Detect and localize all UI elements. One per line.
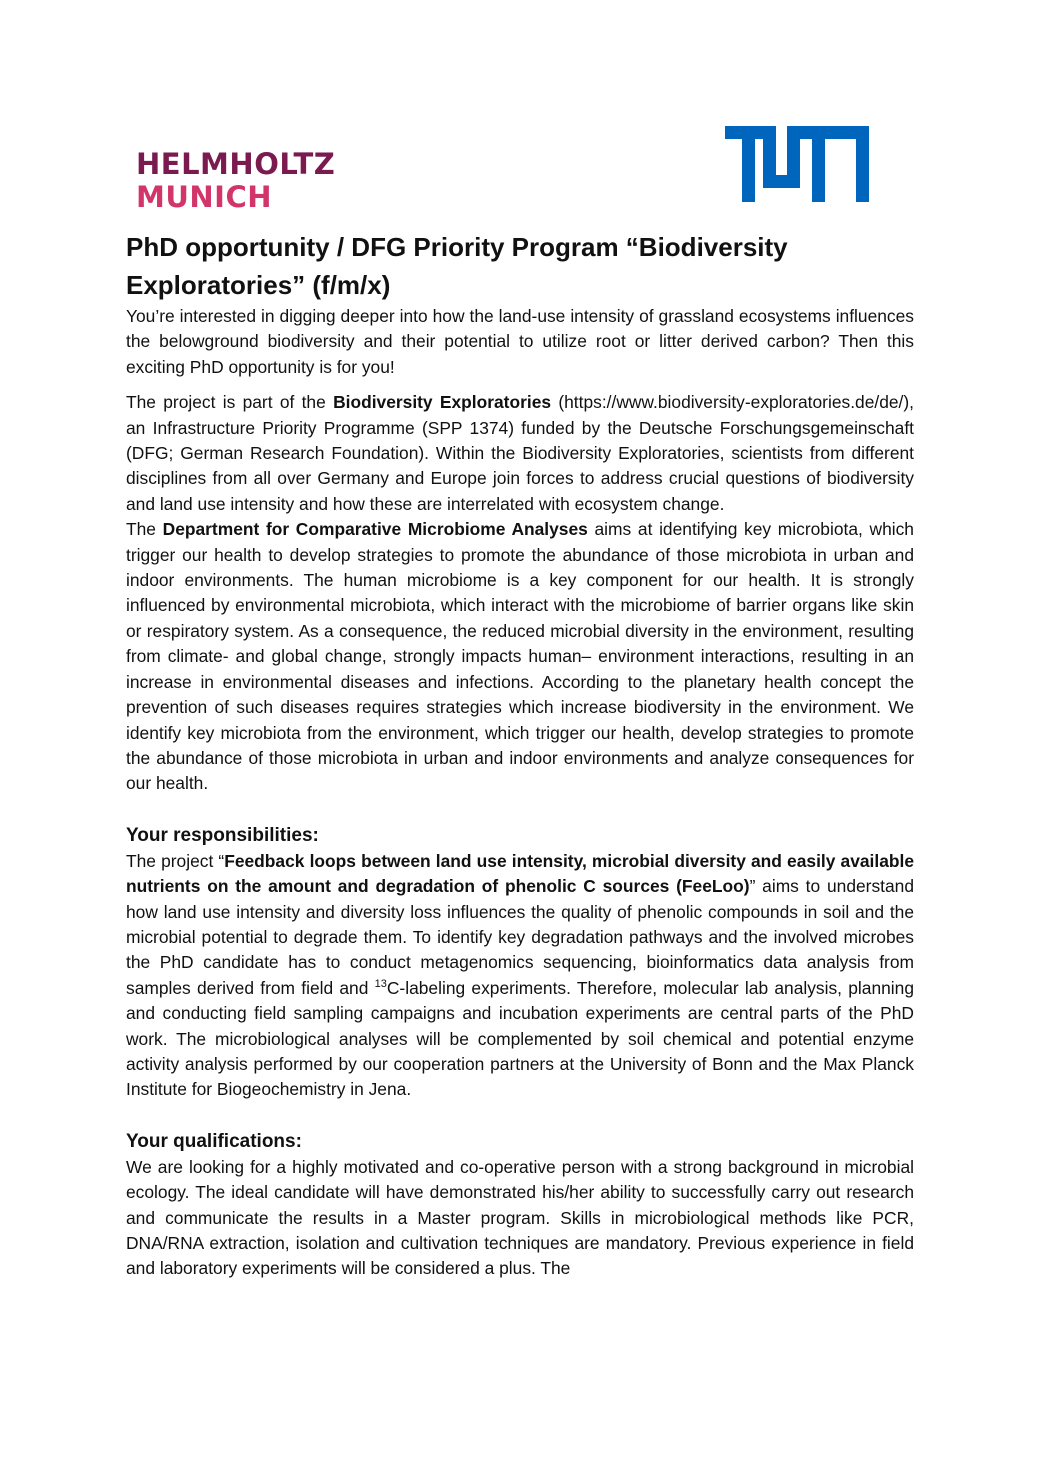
responsibilities-text-rest: C-labeling experiments. Therefore, molecular lab analysis, planning and conducting field sampling campaigns and incubation experiments are central parts of the PhD work. The microbiological analyses will be complemented by soil chemical and potential enzyme activity analysis performed by our cooperation partners at the University of Bonn and the Max Planck Institute for Biogeochemistry in Jena. bbox=[126, 977, 914, 1100]
department-text-rest: aims at identifying key microbiota, which trigger our health to develop strategies to promote the abundance of those microbiota in urban and indoor environments. The human microbiome is a key component for our health. It is strongly influenced by environmental microbiota, which interact with the microbiome of barrier organs like skin or respiratory system. As a consequence, the reduced microbial diversity in the environment, resulting from climate- and global change, strongly impacts human– environment interactions, resulting in an increase in environmental diseases and infections. According to the planetary health concept the prevention of such diseases requires strategies which increase biodiversity in the environment. We identify key microbiota from the environment, which trigger our health, develop strategies to promote the abundance of those microbiota in urban and indoor environments and analyze consequences for our health. bbox=[126, 519, 914, 794]
department-text-start: The bbox=[126, 519, 163, 540]
project-paragraph bbox=[126, 390, 914, 517]
page-title: PhD opportunity / DFG Priority Program “Biodiversity Exploratories” (f/m/x) bbox=[126, 232, 788, 300]
isotope-superscript: 13 bbox=[374, 977, 387, 990]
project-text-start: The project is part of the bbox=[126, 392, 334, 413]
responsibilities-text-middle: ” aims to understand how land use intensity and diversity loss influences the quality of phenolic compounds in soil and the microbial potential to degrade them. To identify key degradation pathways and the involved microbes the PhD candidate has to conduct metagenomics sequencing, bioinformatics data analysis from samples derived from field and bbox=[126, 876, 914, 998]
project-text-rest: (https://www.biodiversity-exploratories.de/de/), an Infrastructure Priority Programme (SPP 1374) funded by the Deutsche Forschungsgemeinschaft (DFG; German Research Foundation). Within the Biodiversity Exploratories, scientists from different disciplines from all over Germany and Europe join forces to address crucial questions of biodiversity and land use intensity and how these are interrelated with ecosystem change. bbox=[126, 392, 915, 514]
helmholtz-logo-line1: HELMHOLTZ bbox=[136, 147, 336, 181]
tum-logo bbox=[725, 126, 869, 202]
responsibilities-text-start: The project “ bbox=[126, 850, 225, 871]
department-paragraph bbox=[126, 517, 914, 796]
intro-paragraph: You’re interested in digging deeper into how the land-use intensity of grassland ecosystems influences the belowground biodiversity and their potential to utilize root or litter derived carbon? Then this exciting PhD opportunity is for you! bbox=[126, 306, 914, 377]
responsibilities-paragraph bbox=[126, 849, 914, 1103]
qualifications-heading: Your qualifications: bbox=[126, 1130, 302, 1152]
department-name: Department for Comparative Microbiome Analyses bbox=[162, 519, 588, 540]
helmholtz-munich-logo bbox=[136, 148, 335, 214]
helmholtz-logo-line2: MUNICH bbox=[136, 180, 273, 214]
biodiversity-exploratories-label: Biodiversity Exploratories bbox=[333, 392, 552, 413]
project-title: Feedback loops between land use intensity, microbial diversity and easily available nutrients on the amount and degradation of phenolic C sources (FeeLoo) bbox=[126, 850, 915, 897]
responsibilities-heading: Your responsibilities: bbox=[126, 824, 319, 846]
qualifications-paragraph: We are looking for a highly motivated and co-operative person with a strong background in microbial ecology. The ideal candidate will have demonstrated his/her ability to successfully carry out research and communicate the results in a Master program. Skills in microbiological methods like PCR, DNA/RNA extraction, isolation and cultivation techniques are mandatory. Previous experience in field and laboratory experiments will be considered a plus. The bbox=[126, 1156, 914, 1279]
document-body bbox=[126, 228, 914, 1282]
